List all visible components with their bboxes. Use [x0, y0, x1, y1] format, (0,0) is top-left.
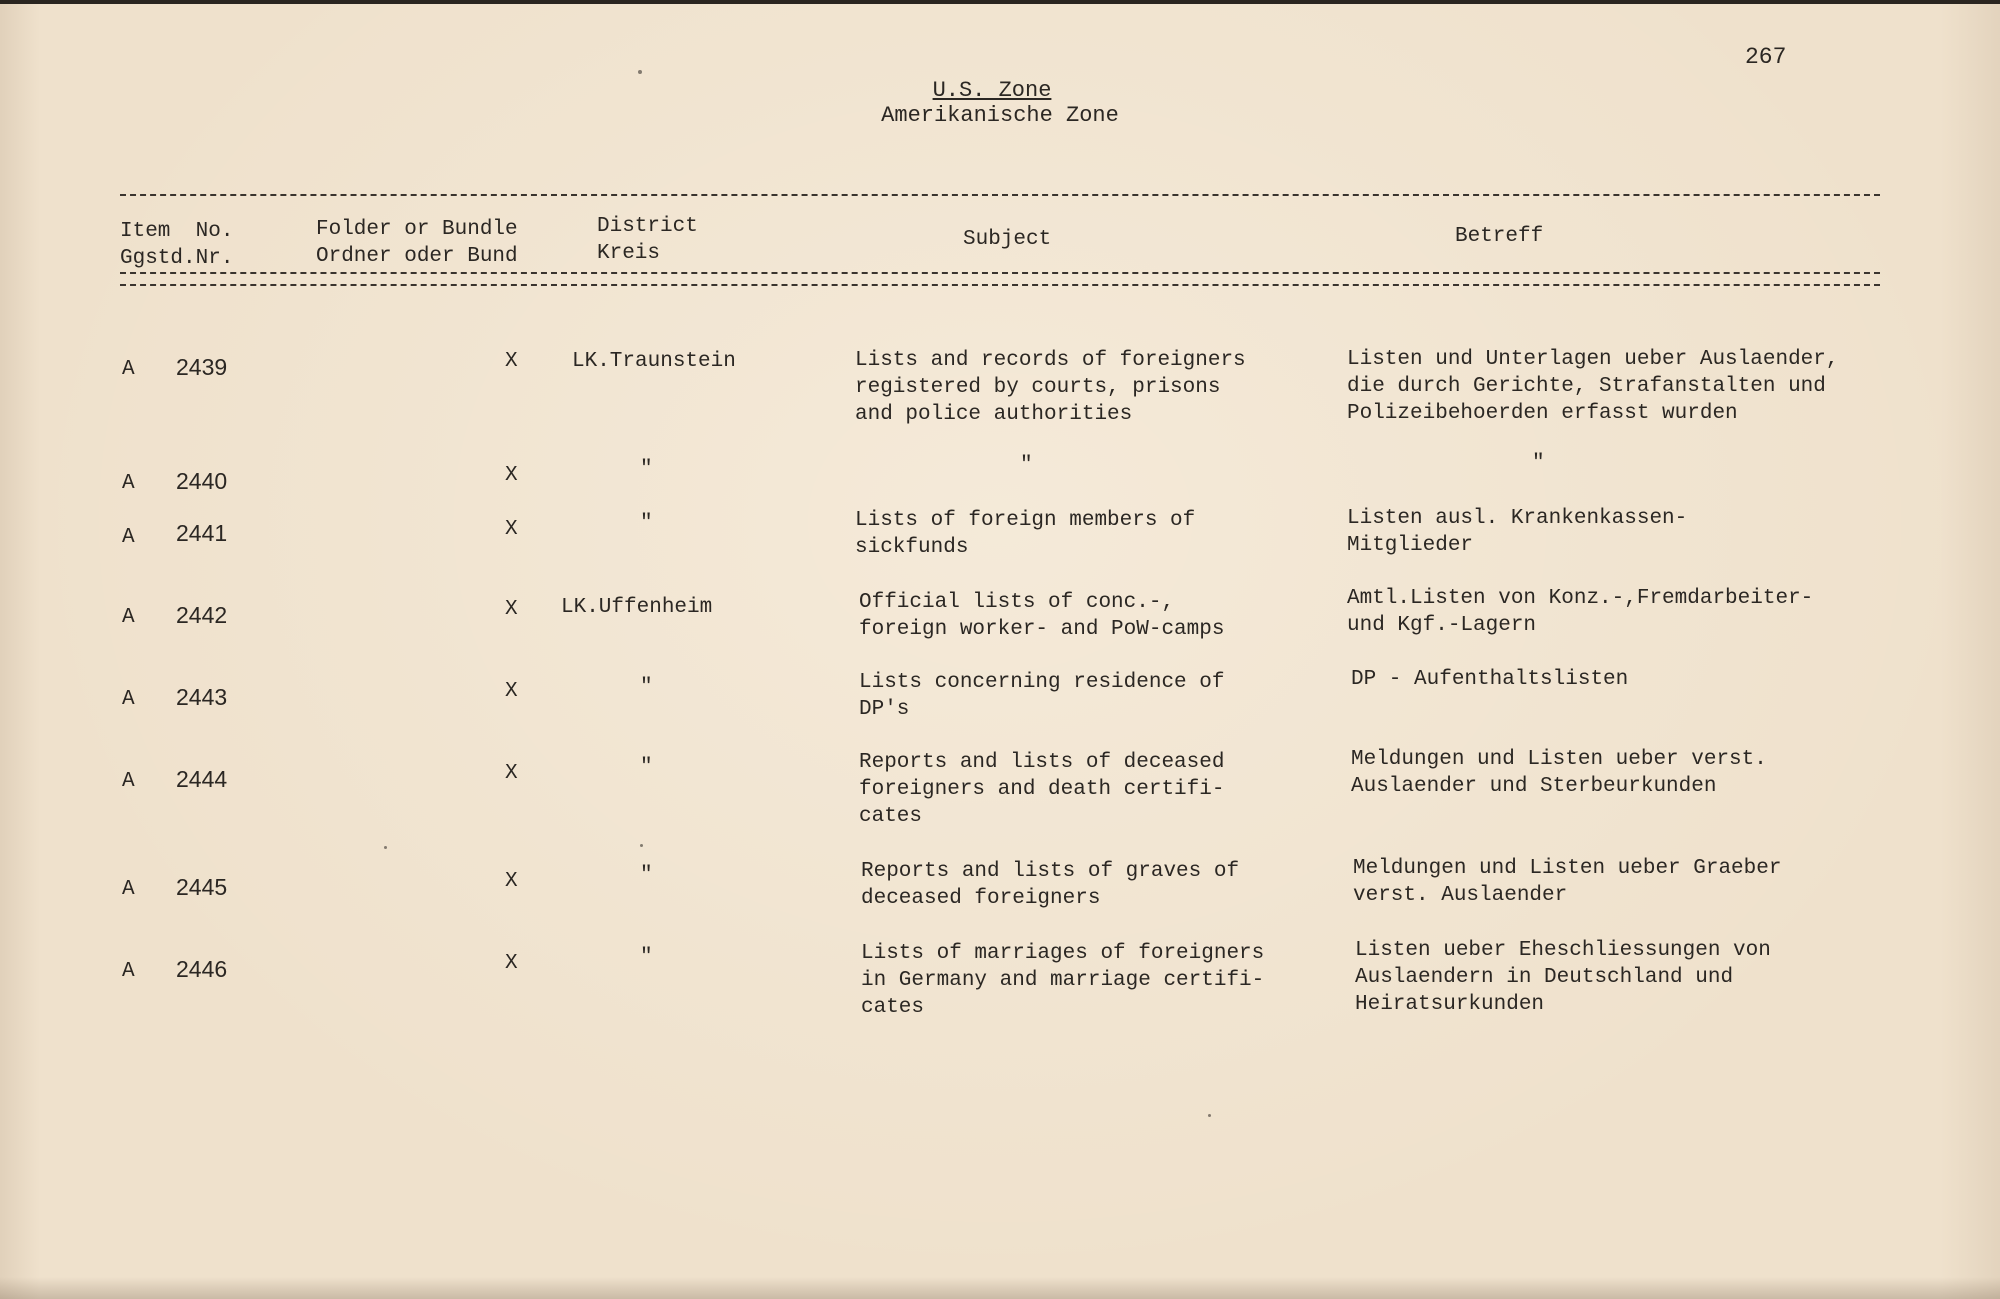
subject: Lists and records of foreigners registered by courts, prisons and police authorities: [855, 349, 1246, 426]
folder-mark: X: [505, 680, 518, 703]
district-ditto: ": [640, 458, 653, 481]
district-ditto: ": [640, 512, 653, 535]
item-prefix: A: [122, 688, 135, 711]
folder-mark: X: [505, 518, 518, 541]
district-ditto: ": [640, 676, 653, 699]
item-number: 2441: [176, 520, 228, 546]
header-betreff: Betreff: [1455, 225, 1544, 248]
item-number: 2444: [176, 766, 228, 792]
header-subject: Subject: [963, 228, 1052, 251]
betreff: DP - Aufenthaltslisten: [1351, 668, 1629, 691]
item-number: 2442: [176, 602, 228, 628]
subject: Official lists of conc.-, foreign worker- and PoW-camps: [859, 591, 1225, 641]
subject-ditto: ": [1020, 454, 1033, 477]
item-number: 2439: [176, 354, 228, 380]
item-number: 2443: [176, 684, 228, 710]
paper-speck: [638, 70, 642, 74]
document-page: [0, 4, 2000, 1299]
subject: Reports and lists of graves of deceased foreigners: [861, 860, 1240, 910]
paper-speck: [640, 844, 643, 847]
district: LK.Uffenheim: [561, 596, 713, 619]
item-prefix: A: [122, 472, 135, 495]
subject: Reports and lists of deceased foreigners and death certifi- cates: [859, 751, 1225, 828]
district-ditto: ": [640, 756, 653, 779]
district: LK.Traunstein: [572, 350, 736, 373]
betreff: Listen und Unterlagen ueber Auslaender, die durch Gerichte, Strafanstalten und Polizeibehoerden erfasst wurden: [1347, 348, 1839, 425]
zone-title-english: U.S. Zone: [932, 78, 1052, 103]
district-ditto: ": [640, 864, 653, 887]
folder-mark: X: [505, 598, 518, 621]
betreff: Meldungen und Listen ueber verst. Auslaender und Sterbeurkunden: [1351, 748, 1767, 798]
betreff-ditto: ": [1532, 452, 1545, 475]
header-bottom-rule-2: [120, 284, 1880, 286]
folder-mark: X: [505, 762, 518, 785]
page-bottom-edge: [0, 1277, 2000, 1299]
item-number: 2440: [176, 468, 228, 494]
betreff: Meldungen und Listen ueber Graeber verst. Auslaender: [1353, 857, 1782, 907]
subject: Lists concerning residence of DP's: [859, 671, 1225, 721]
district-ditto: ": [640, 946, 653, 969]
item-prefix: A: [122, 526, 135, 549]
item-prefix: A: [122, 770, 135, 793]
item-prefix: A: [122, 606, 135, 629]
subject: Lists of foreign members of sickfunds: [855, 509, 1196, 559]
paper-speck: [1208, 1114, 1211, 1117]
page-number: 267: [1745, 44, 1787, 70]
betreff: Amtl.Listen von Konz.-,Fremdarbeiter- und Kgf.-Lagern: [1347, 587, 1814, 637]
folder-mark: X: [505, 952, 518, 975]
header-top-rule: [120, 194, 1880, 196]
subject: Lists of marriages of foreigners in Germany and marriage certifi- cates: [861, 942, 1265, 1019]
folder-mark: X: [505, 870, 518, 893]
header-folder-bundle: Folder or Bundle Ordner oder Bund: [316, 218, 518, 268]
header-district: District Kreis: [597, 215, 698, 265]
item-prefix: A: [122, 878, 135, 901]
folder-mark: X: [505, 464, 518, 487]
item-number: 2445: [176, 874, 228, 900]
paper-speck: [384, 846, 387, 849]
item-prefix: A: [122, 358, 135, 381]
item-number: 2446: [176, 956, 228, 982]
folder-mark: X: [505, 350, 518, 373]
betreff: Listen ueber Eheschliessungen von Auslaendern in Deutschland und Heiratsurkunden: [1355, 939, 1771, 1016]
item-prefix: A: [122, 960, 135, 983]
header-item-no: Item No. Ggstd.Nr.: [120, 220, 234, 270]
betreff: Listen ausl. Krankenkassen- Mitglieder: [1347, 507, 1688, 557]
header-bottom-rule: [120, 272, 1880, 274]
zone-title-german: Amerikanische Zone: [881, 103, 1119, 128]
